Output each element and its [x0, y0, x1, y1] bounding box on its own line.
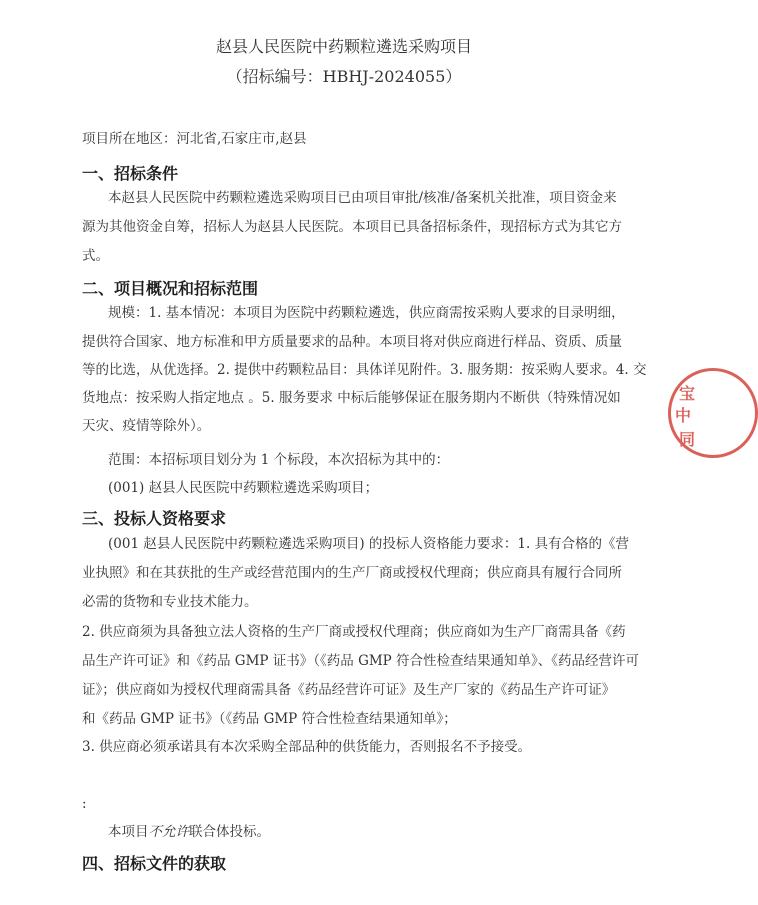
section-2-line-1: 规模：1. 基本情况：本项目为医院中药颗粒遴选，供应商需按采购人要求的目录明细，	[108, 305, 625, 321]
consortium-prefix: 本项目	[108, 824, 149, 840]
lot-item: (001) 赵县人民医院中药颗粒遴选采购项目；	[108, 480, 379, 496]
section-4-heading: 四、招标文件的获取	[82, 854, 227, 873]
section-3-line-3: 必需的货物和专业技术能力。	[82, 594, 258, 610]
section-3-line-4: 2. 供应商须为具备独立法人资格的生产厂商或授权代理商；供应商如为生产厂商需具备《药	[82, 624, 626, 640]
stray-colon: :	[82, 796, 87, 812]
scope-text: 范围：本招标项目划分为 1 个标段，本次招标为其中的：	[108, 452, 450, 468]
section-3-line-8: 3. 供应商必须承诺具有本次采购全部品种的供货能力，否则报名不予接受。	[82, 739, 532, 755]
consortium-statement	[108, 823, 270, 841]
section-3-line-6: 证》；供应商如为授权代理商需具备《药品经营许可证》及生产厂家的《药品生产许可证》	[82, 682, 616, 698]
section-2-line-5: 天灾、疫情等除外）。	[82, 418, 211, 434]
red-seal-stamp: 宝 中 同	[668, 368, 758, 458]
consortium-suffix: 联合体投标。	[189, 824, 270, 840]
tender-number: （招标编号：HBHJ-2024055）	[226, 67, 462, 86]
section-3-line-5: 品生产许可证》和《药品 GMP 证书》（《药品 GMP 符合性检查结果通知单》、《药品经营许可	[82, 653, 640, 669]
section-1-heading: 一、招标条件	[82, 164, 179, 183]
section-2-line-2: 提供符合国家、地方标准和甲方质量要求的品种。本项目将对供应商进行样品、资质、质量	[82, 334, 622, 350]
section-2-heading: 二、项目概况和招标范围	[82, 279, 259, 298]
section-1-line-1: 本赵县人民医院中药颗粒遴选采购项目已由项目审批/核准/备案机关批准，项目资金来	[108, 190, 617, 206]
consortium-not-allowed: 不允许	[148, 824, 189, 840]
section-3-line-1: (001 赵县人民医院中药颗粒遴选采购项目) 的投标人资格能力要求：1. 具有合格的《营	[108, 536, 630, 552]
document-title: 赵县人民医院中药颗粒遴选采购项目	[215, 37, 472, 56]
section-1-line-2: 源为其他资金自筹，招标人为赵县人民医院。本项目已具备招标条件，现招标方式为其它方	[82, 219, 622, 235]
project-location: 项目所在地区：河北省,石家庄市,赵县	[82, 131, 307, 147]
section-3-heading: 三、投标人资格要求	[82, 509, 227, 528]
section-2-line-4: 货地点：按采购人指定地点 。5. 服务要求 中标后能够保证在服务期内不断供（特殊情况如	[82, 390, 621, 406]
section-3-line-2: 业执照》和在其获批的生产或经营范围内的生产厂商或授权代理商；供应商具有履行合同所	[82, 565, 622, 581]
section-1-line-3: 式。	[82, 248, 109, 264]
section-3-line-7: 和《药品 GMP 证书》（《药品 GMP 符合性检查结果通知单》；	[82, 711, 457, 727]
section-2-line-3: 等的比选，从优选择。2. 提供中药颗粒品目：具体详见附件。3. 服务期：按采购人要求。4. 交	[82, 362, 647, 378]
